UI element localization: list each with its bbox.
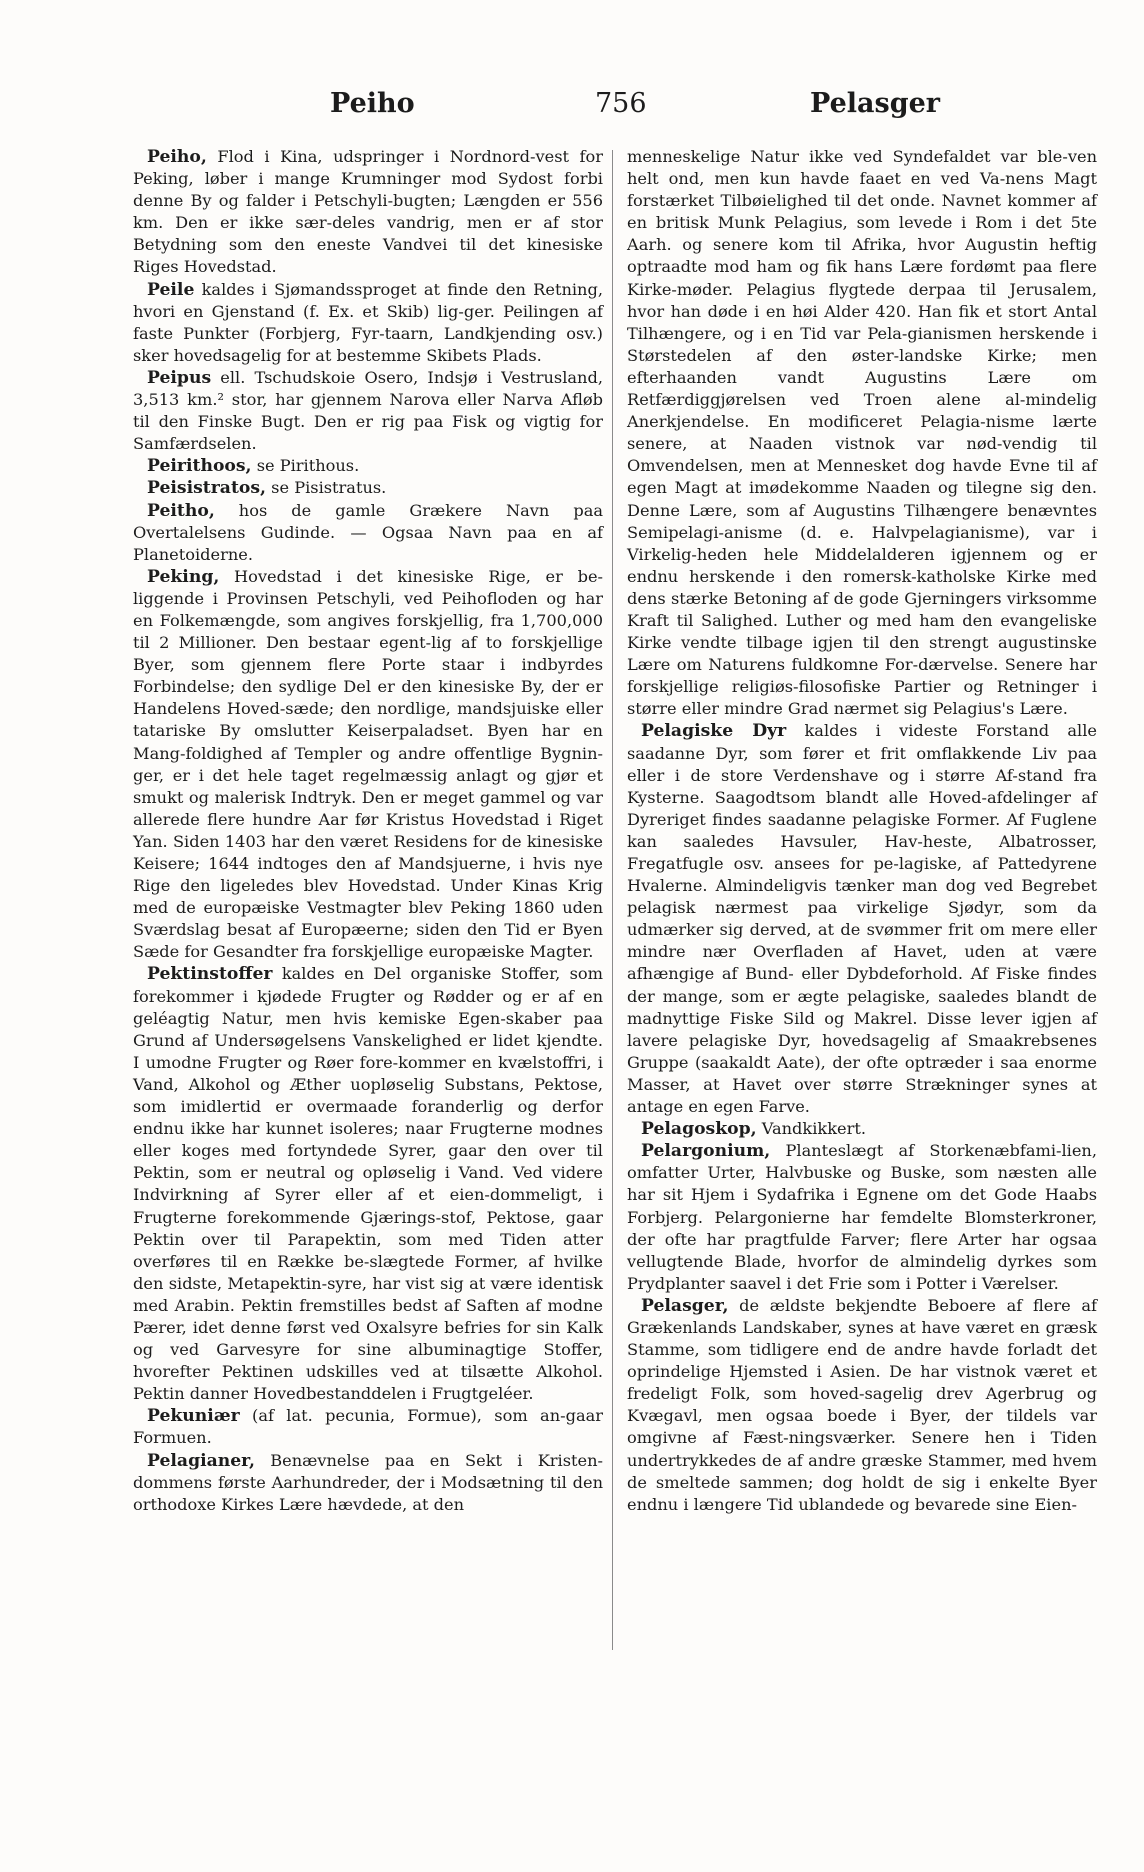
entry-text: Vandkikkert. <box>756 1119 866 1139</box>
dictionary-entry <box>133 477 603 499</box>
dictionary-entry <box>133 1405 603 1449</box>
entry-headword: Pelagiske Dyr <box>641 721 787 742</box>
entry-text: kaldes i videste Forstand alle saadanne Dyr, som fører et frit omflakkende Liv paa eller i de store Verdenshave og i større Af-stand fra Kysterne. Saagodtsom blandt alle Hoved-afdelinger af Dyreriget findes saadanne pelagiske Former. Af Fuglene kan saaledes Havsuler, Hav-heste, Albatrosser, Fregatfugle osv. ansees for pe-lagiske, af Pattedyrene Hvalerne. Almindeligvis tænker man dog ved Begrebet pelagisk nærmest paa virkelige Sjødyr, som da udmærker sig derved, at de svømmer frit om mere eller mindre nær Overfladen af Havet, uden at være afhængige af Bund- eller Dybdeforhold. Af Fiske findes der mange, som er ægte pelagiske, saaledes blandt de madnyttige Fiske Sild og Makrel. Disse lever igjen af lavere pelagiske Dyr, hovedsagelig af Smaakrebsenes Gruppe (saakaldt Aate), der ofte optræder i saa enorme Masser, at Havet over større Strækninger synes at antage en egen Farve. <box>627 721 1097 1117</box>
column-divider <box>612 150 613 1650</box>
entry-text: kaldes en Del organiske Stoffer, som forekommer i kjødede Frugter og Rødder og er af en geléagtig Natur, men hvis kemiske Egen-skaber paa Grund af Undersøgelsens Vanskelighed er lidet kjendte. I umodne Frugter og Røer fore-kommer en kvælstoffri, i Vand, Alkohol og Æther uopløselig Substans, Pektose, som imidlertid er overmaade foranderlig og derfor endnu ikke har kunnet isoleres; naar Frugterne modnes eller koges med fortyndede Syrer, gaar den over til Pektin, som er neutral og opløselig i Vand. Ved videre Indvirkning af Syrer eller af et eien-dommeligt, i Frugterne forekommende Gjærings-stof, Pektose, gaar Pektin over til Parapektin, som med Tiden atter overføres til en Række be-slægtede Former, af hvilke den sidste, Metapektin-syre, har vist sig at være identisk med Arabin. Pektin fremstilles bedst af Saften af modne Pærer, idet denne først ved Oxalsyre befries for sin Kalk og ved Garvesyre for sine albuminagtige Stoffer, hvorefter Pektinen udskilles ved at tilsætte Alkohol. Pektin danner Hovedbestanddelen i Frugtgeléer. <box>133 964 603 1404</box>
dictionary-entry <box>133 279 603 367</box>
entry-headword: Pelargonium, <box>641 1141 771 1162</box>
entry-text: Flod i Kina, udspringer i Nordnord-vest for Peking, løber i mange Krumninger mod Sydost forbi denne By og falder i Petschyli-bugten; Længden er 556 km. Den er ikke sær-deles vandrig, men er af stor Betydning som den eneste Vandvei til det kinesiske Riges Hovedstad. <box>133 147 603 277</box>
left-column <box>133 146 603 1516</box>
entry-headword: Peiho, <box>147 147 207 167</box>
right-column <box>627 146 1097 1516</box>
entry-headword: Peking, <box>147 566 220 587</box>
entry-text: hos de gamle Grækere Navn paa Overtalelsens Gudinde. — Ogsaa Navn paa en af Planetoiderne. <box>133 500 603 564</box>
entry-headword: Peitho, <box>147 500 215 521</box>
entry-text: ell. Tschudskoie Osero, Indsjø i Vestrusland, 3,513 km.² stor, har gjennem Narova eller Narva Afløb til den Finske Bugt. Den er rig paa Fisk og vigtig for Samfærdselen. <box>133 367 603 454</box>
dictionary-entry <box>133 566 603 964</box>
entry-text: Hovedstad i det kinesiske Rige, er be-liggende i Provinsen Petschyli, ved Peihofloden og har en Folkemængde, som angives forskjellig, fra 1,700,000 til 2 Millioner. Den bestaar egent-lig af to forskjellige Byer, som gjennem flere Porte staar i indbyrdes Forbindelse; den sydlige Del er den kinesiske By, der er Handelens Hoved-sæde; den nordlige, mandsjuiske eller tatariske By omslutter Keiserpaladset. Byen har en Mang-foldighed af Templer og andre offentlige Bygnin-ger, er i det hele taget regelmæssig anlagt og gjør et smukt og malerisk Indtryk. Den er meget gammel og var allerede flere hundre Aar før Kristus Hovedstad i Riget Yan. Siden 1403 har den været Residens for de kinesiske Keisere; 1644 indtoges den af Mandsjuerne, i hvis nye Rige den ligeledes blev Hovedstad. Under Kinas Krig med de europæiske Vestmagter blev Peking 1860 uden Sværdslag besat af Europæerne; siden den Tid er Byen Sæde for Gesandter fra forskjellige europæiske Magter. <box>133 566 603 962</box>
entry-headword: Peile <box>147 279 195 300</box>
entry-text: se Pirithous. <box>251 456 360 476</box>
dictionary-entry <box>133 367 603 455</box>
entry-headword: Pekuniær <box>147 1406 240 1427</box>
entry-headword: Pelasger, <box>641 1295 729 1316</box>
dictionary-entry <box>627 1118 1097 1140</box>
entry-text: Benævnelse paa en Sekt i Kristen-dommens første Aarhundreder, der i Modsætning til den orthodoxe Kirkes Lære hævdede, at den <box>133 1450 603 1514</box>
dictionary-entry <box>133 455 603 477</box>
dictionary-entry <box>627 1295 1097 1516</box>
dictionary-entry <box>133 963 603 1405</box>
entry-headword: Peirithoos, <box>147 456 252 477</box>
dictionary-entry <box>627 1140 1097 1295</box>
page-number: 756 <box>595 88 647 119</box>
header-last-headword: Pelasger <box>810 88 940 119</box>
entry-text: (af lat. pecunia, Formue), som an-gaar Formuen. <box>133 1406 603 1448</box>
entry-headword: Pelagoskop, <box>641 1119 757 1140</box>
entry-text: se Pisistratus. <box>266 478 387 498</box>
dictionary-entry <box>133 500 603 566</box>
running-head <box>130 88 940 128</box>
entry-headword: Pektinstoffer <box>147 964 273 985</box>
header-first-headword: Peiho <box>330 88 415 119</box>
entry-headword: Peisistratos, <box>147 478 267 499</box>
entry-text: menneskelige Natur ikke ved Syndefaldet var ble-ven helt ond, men kun havde faaet en ved Va-nens Magt forstærket Tilbøielighed til det onde. Navnet kommer af en britisk Munk Pelagius, som levede i Rom i det 5te Aarh. og senere kom til Afrika, hvor Augustin heftig optraadte mod ham og fik hans Lære fordømt paa flere Kirke-møder. Pelagius flygtede derpaa til Jerusalem, hvor han døde i en høi Alder 420. Han fik et stort Antal Tilhængere, og i en Tid var Pela-gianismen herskende i Størstedelen af den øster-landske Kirke; men efterhaanden vandt Augustins Lære om Retfærdiggjørelsen ved Troen alene al-mindelig Anerkjendelse. En modificeret Pelagia-nisme lærte senere, at Naaden vistnok var nød-vendig til Omvendelsen, men at Mennesket dog havde Evne til af egen Magt at imødekomme Naaden og tilegne sig den. Denne Lære, som af Augustins Tilhængere benævntes Semipelagi-anisme (d. e. Halvpelagianisme), var i Virkelig-heden hele Middelalderen igjennem og er endnu herskende i den romersk-katholske Kirke med dens stærke Betoning af de gode Gjerningers virksomme Kraft til Salighed. Luther og med ham den evangeliske Kirke vendte tilbage igjen til den strengt augustinske Lære om Naturens fuldkomne For-dærvelse. Senere har forskjellige religiøs-filosofiske Partier og Retninger i større eller mindre Grad nærmet sig Pelagius's Lære. <box>627 147 1097 719</box>
entry-text: de ældste bekjendte Beboere af flere af Grækenlands Landskaber, synes at have været en græsk Stamme, som tidligere end de andre havde forladt det oprindelige Hjemsted i Asien. De har vistnok været et fredeligt Folk, som hoved-sagelig drev Agerbrug og Kvægavl, men ogsaa boede i Byer, der tildels var omgivne af Fæst-ningsværker. Senere hen i Tiden undertrykkedes de af andre græske Stammer, med hvem de smeltede sammen; dog holdt de sig i enkelte Byer endnu i længere Tid ublandede og bevarede sine Eien- <box>627 1295 1097 1514</box>
dictionary-entry <box>133 146 603 279</box>
dictionary-entry <box>627 720 1097 1118</box>
entry-text: Planteslægt af Storkenæbfami-lien, omfatter Urter, Halvbuske og Buske, som næsten alle har sit Hjem i Sydafrika i Egnene om det Gode Haabs Forbjerg. Pelargonierne har femdelte Blomsterkroner, der ofte har pragtfulde Farver; flere Arter har ogsaa vellugtende Blade, hvorfor de almindelig dyrkes som Prydplanter saavel i det Frie som i Potter i Værelser. <box>627 1141 1097 1293</box>
entry-headword: Pelagianer, <box>147 1450 255 1471</box>
dictionary-entry <box>133 1450 603 1516</box>
entry-headword: Peipus <box>147 367 212 388</box>
entry-text: kaldes i Sjømandssproget at finde den Retning, hvori en Gjenstand (f. Ex. et Skib) lig-ger. Peilingen af faste Punkter (Forbjerg, Fyr-taarn, Landkjending osv.) sker hovedsagelig for at bestemme Skibets Plads. <box>133 279 603 365</box>
dictionary-entry <box>627 146 1097 720</box>
